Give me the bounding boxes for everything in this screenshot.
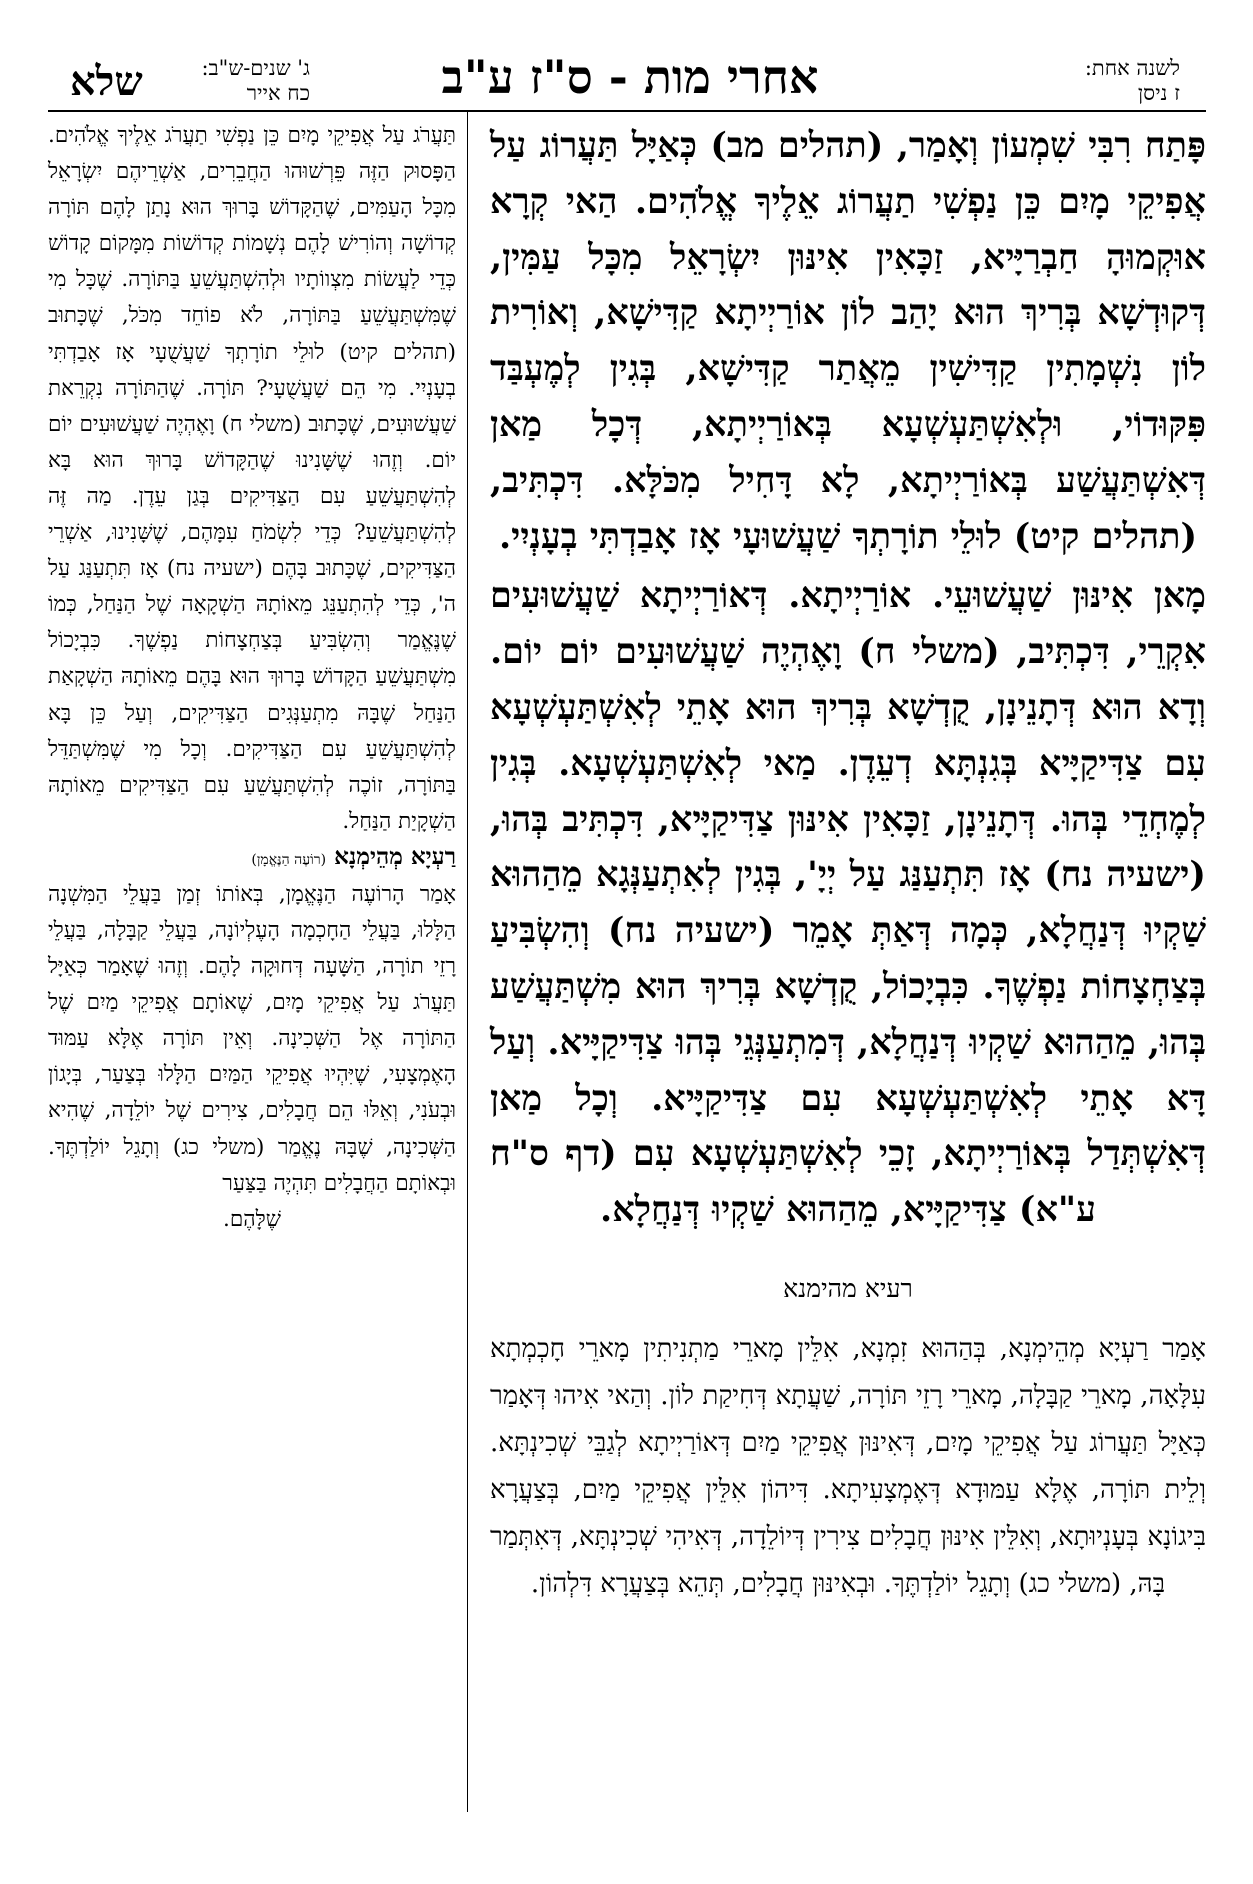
header-divider bbox=[48, 110, 1206, 112]
left-schedule-line1: ג' שנים-ש"ב: bbox=[201, 56, 310, 80]
main-paragraph-2: מָאן אִינּוּן שַׁעֲשׁוּעֵי. אוֹרַיְיתָא. דְּאוֹרַיְיתָא שַׁעֲשׁוּעִים אִקְרֵי, דִּכְתִּיב, (משלי ח) וָאֶהְיֶה שַׁעֲשׁוּעִים יוֹם יוֹם. וְדָא הוּא דְּתָנֵינָן, קֻדְשָׁא בְּרִיךְ הוּא אָתֵי לְאִשְׁתַּעְשְׁעָא עִם צַדִּיקַיָּיא בְּגִנְתָּא דְעֵדֶן. מַאי לְאִשְׁתַּעְשְׁעָא. בְּגִין לְמֶחְדֵי בְּהוּ. דְּתָנֵינָן, זַכָּאִין אִינּוּן צַדִּיקַיָּיא, דִּכְתִּיב בְּהוּ, (ישעיה נח) אָז תִּתְעַנַּג עַל יְיָ', בְּגִין לְאִתְעַנְּגָא מֵהַהוּא שַׁקְיוּ דְּנַחֲלָא, כְּמָה דְּאַתְּ אָמֵר (ישעיה נח) וְהִשְׂבִּיעַ בְּצַחְצָחוֹת נַפְשֶׁךָ. כִּבְיָכוֹל, קֻדְשָׁא בְּרִיךְ הוּא מִשְׁתַּעֲשַׁע בְּהוּ, מֵהַהוּא שַׁקְיוּ דְּנַחֲלָא, דְּמִתְעַנְּגֵי בְּהוּ צַדִּיקַיָּיא. וְעַל דָּא אָתֵי לְאִשְׁתַּעְשְׁעָא עִם צַדִּיקַיָּיא. וְכָל מַאן דְּאִשְׁתְּדַל בְּאוֹרַיְיתָא, זָכֵי לְאִשְׁתַּעְשְׁעָא עִם (דף ס"ח ע"א) צַדִּיקַיָּיא, מֵהַהוּא שַׁקְיוּ דְּנַחֲלָא. bbox=[490, 575, 1206, 1231]
left-schedule-info bbox=[160, 56, 310, 106]
main-paragraph-1: פָּתַח רִבִּי שִׁמְעוֹן וְאָמַר, (תהלים מב) כְּאַיָּל תַּעֲרוֹג עַל אֲפִיקֵי מָיִם כֵּן נַפְשִׁי תַעֲרוֹג אֵלֶיךָ אֱלֹהִים. הַאי קְרָא אוּקְמוּהָ חַבְרַיָּיא, זַכָּאִין אִינּוּן יִשְׂרָאֵל מִכָּל עַמִּין, דְּקוּדְשָׁא בְּרִיךְ הוּא יָהַב לוֹן אוֹרַיְיתָא קַדִּישָׁא, וְאוֹרִית לוֹן נִשְׁמָתִין קַדִּישִׁין מֵאֲתַר קַדִּישָׁא, בְּגִין לְמֶעְבַּד פִּקּוּדוֹי, וּלְאִשְׁתַּעְשְׁעָא בְּאוֹרַיְיתָא, דְּכָל מַאן דְּאִשְׁתַּעֲשַׁע בְּאוֹרַיְיתָא, לָא דָּחִיל מִכֹּלָּא. דִּכְתִּיב, (תהלים קיט) לוּלֵי תוֹרָתְךָ שַׁעֲשׁוּעָי אָז אָבַדְתִּי בְעָנְיִי. bbox=[490, 125, 1206, 557]
right-schedule-line1: לשנה אחת: bbox=[1084, 56, 1180, 80]
raya-mehemna-paragraph: אָמַר רַעְיָא מְהֵימְנָא, בְּהַהוּא זִמְנָא, אִלֵּין מָארֵי מַתְנִיתִין מָארֵי חָכְמְתָא עִלָּאָה, מָארֵי קַבָּלָה, מָארֵי רָזֵי תּוֹרָה, שַׁעֲתָא דְּחִיקַת לוֹן. וְהַאי אִיהוּ דְּאָמַר כְּאַיָּל תַּעֲרוֹג עַל אֲפִיקֵי מָיִם, דְּאִינּוּן אֲפִיקֵי מַיִם דְּאוֹרַיְיתָא לְגַבֵּי שְׁכִינְתָּא. וְלֵית תּוֹרָה, אֶלָּא עַמּוּדָא דְּאֶמְצָעִיתָא. דִּיהוֹן אִלֵּין אֲפִיקֵי מַיִם, בְּצַעֲרָא בִּיגוֹנָא בְּעָנְיוּתָא, וְאִלֵּין אִינּוּן חֲבָלִים צִירִין דְּיוֹלֵדָה, דְּאִיהִי שְׁכִינְתָּא, דְּאִתְּמַר בָּהּ, (משלי כג) וְתָגֵל יוֹלַדְתֶּךָ. וּבְאִינּוּן חֲבָלִים, תְּהֵא בְּצַעֲרָא דִּלְהוֹן. bbox=[490, 1333, 1206, 1599]
translation-column bbox=[48, 118, 456, 1238]
column-divider bbox=[467, 112, 468, 1812]
translation-heading-ref: (רוֹעֶה הַנֶּאֱמָן) bbox=[251, 851, 327, 868]
translation-section-heading bbox=[48, 840, 456, 877]
main-column bbox=[490, 118, 1206, 1608]
section-subtitle: רעיא מהימנא bbox=[783, 1273, 913, 1303]
page-title: אחרי מות - ס"ז ע"ב bbox=[441, 50, 819, 104]
translation-paragraph-1: תַּעֲרֹג עַל אֲפִיקֵי מָיִם כֵּן נַפְשִׁי תַעֲרֹג אֵלֶיךָ אֱלֹהִים. הַפָּסוּק הַזֶּה פֵּרְשׁוּהוּ הַחֲבֵרִים, אַשְׁרֵיהֶם יִשְׂרָאֵל מִכָּל הָעַמִּים, שֶׁהַקָּדוֹשׁ בָּרוּךְ הוּא נָתַן לָהֶם תּוֹרָה קְדוֹשָׁה וְהוֹרִישׁ לָהֶם נְשָׁמוֹת קְדוֹשׁוֹת מִמָּקוֹם קָדוֹשׁ כְּדֵי לַעֲשׂוֹת מִצְווֹתָיו וּלְהִשְׁתַּעֲשֵׁעַ בַּתּוֹרָה. שֶׁכָּל מִי שֶׁמִּשְׁתַּעֲשֵׁעַ בַּתּוֹרָה, לֹא פוֹחֵד מִכֹּל, שֶׁכָּתוּב (תהלים קיט) לוּלֵי תוֹרָתְךָ שַׁעֲשֻׁעָי אָז אָבַדְתִּי בְעָנְיִי. מִי הֵם שַׁעֲשֻׁעָי? תּוֹרָה. שֶׁהַתּוֹרָה נִקְרֵאת שַׁעֲשׁוּעִים, שֶׁכָּתוּב (משלי ח) וָאֶהְיֶה שַׁעֲשׁוּעִים יוֹם יוֹם. וְזֶהוּ שֶׁשָּׁנִינוּ שֶׁהַקָּדוֹשׁ בָּרוּךְ הוּא בָּא לְהִשְׁתַּעֲשֵׁעַ עִם הַצַּדִּיקִים בְּגַן עֵדֶן. מַה זֶּה לְהִשְׁתַּעֲשֵׁעַ? כְּדֵי לִשְׂמֹחַ עִמָּהֶם, שֶׁשָּׁנִינוּ, אַשְׁרֵי הַצַּדִּיקִים, שֶׁכָּתוּב בָּהֶם (ישעיה נח) אָז תִּתְעַנַּג עַל ה', כְּדֵי לְהִתְעַנֵּג מֵאוֹתָהּ הַשְׁקָאָה שֶׁל הַנַּחַל, כְּמוֹ שֶׁנֶּאֱמַר וְהִשְׂבִּיעַ בְּצַחְצָחוֹת נַפְשֶׁךָ. כִּבְיָכוֹל מִשְׁתַּעֲשֵׁעַ הַקָּדוֹשׁ בָּרוּךְ הוּא בָּהֶם מֵאוֹתָהּ הַשְׁקָאַת הַנַּחַל שֶׁבָּהּ מִתְעַנְּגִים הַצַּדִּיקִים, וְעַל כֵּן בָּא לְהִשְׁתַּעֲשֵׁעַ עִם הַצַּדִּיקִים. וְכָל מִי שֶׁמִּשְׁתַּדֵּל בַּתּוֹרָה, זוֹכֶה לְהִשְׁתַּעֲשֵׁעַ עִם הַצַּדִּיקִים מֵאוֹתָהּ הַשְׁקָיַת הַנַּחַל. bbox=[48, 123, 456, 834]
translation-last-line: שֶׁלָּהֶם. bbox=[223, 1206, 281, 1232]
translation-heading-text: רַעְיָא מְהֵימְנָא bbox=[334, 842, 456, 870]
translation-paragraph-2: אָמַר הָרוֹעֶה הַנֶּאֱמָן, בְּאוֹתוֹ זְמַן בַּעֲלֵי הַמִּשְׁנָה הַלָּלוּ, בַּעֲלֵי הַחָכְמָה הָעֶלְיוֹנָה, בַּעֲלֵי קַבָּלָה, בַּעֲלֵי רָזֵי תוֹרָה, הַשָּׁעָה דְּחוּקָה לָהֶם. וְזֶהוּ שֶׁאָמַר כְּאַיָּל תַּעֲרֹג עַל אֲפִיקֵי מָיִם, שֶׁאוֹתָם אֲפִיקֵי מַיִם שֶׁל הַתּוֹרָה אֶל הַשְּׁכִינָה. וְאֵין תּוֹרָה אֶלָּא עַמּוּד הָאֶמְצָעִי, שֶׁיִּהְיוּ אֲפִיקֵי הַמַּיִם הַלָּלוּ בְּצַעַר, בְּיָגוֹן וּבְעֹנִי, וְאֵלּוּ הֵם חֲבָלִים, צִירִים שֶׁל יוֹלֵדָה, שֶׁהִיא הַשְּׁכִינָה, שֶׁבָּהּ נֶאֱמַר (משלי כג) וְתָגֵל יוֹלַדְתֶּךָ. וּבְאוֹתָם הַחֲבָלִים תִּהְיֶה בַּצַּעַר bbox=[48, 881, 456, 1196]
page-number: שלא bbox=[70, 58, 143, 105]
right-schedule-line2: ז ניסן bbox=[1137, 81, 1180, 105]
left-schedule-line2: כח אייר bbox=[246, 81, 310, 105]
right-schedule-info bbox=[1000, 56, 1180, 106]
